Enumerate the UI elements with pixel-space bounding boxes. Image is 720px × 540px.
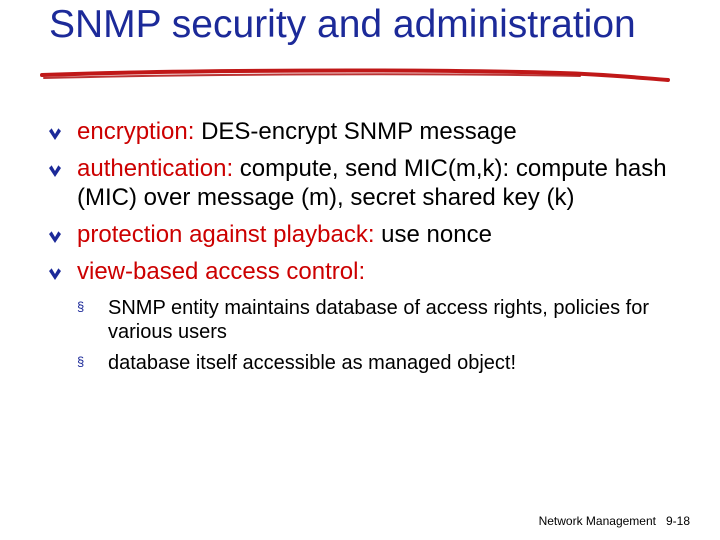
subbullet-managed-object (77, 351, 688, 375)
checkmark-diamond-icon (48, 127, 62, 141)
bullet-term: protection against playback: (77, 221, 375, 248)
bullet-access-control (48, 257, 688, 375)
subbullet-list (77, 296, 688, 375)
page-number: 9-18 (665, 514, 690, 528)
section-mark-icon: § (77, 299, 85, 314)
bullet-term: view-based access control: (77, 258, 366, 285)
subbullet-access-rights (77, 296, 688, 344)
bullet-authentication (48, 154, 688, 212)
section-mark-icon: § (77, 354, 85, 369)
bullet-text: use nonce (374, 221, 492, 248)
checkmark-diamond-icon (48, 164, 62, 178)
footer-label: Network Management (538, 514, 656, 528)
slide-footer (539, 514, 690, 528)
bullet-text: compute, send MIC(m,k): compute hash (MIC) over message (m), secret shared key (k) (77, 155, 667, 211)
bullet-playback-protection (48, 220, 688, 249)
checkmark-diamond-icon (48, 230, 62, 244)
bullet-term: authentication: (77, 155, 234, 182)
bullet-encryption (48, 117, 688, 146)
slide-title: SNMP security and administration (49, 3, 636, 46)
bullet-term: encryption: (77, 118, 195, 145)
checkmark-diamond-icon (48, 267, 62, 281)
bullet-list (48, 117, 688, 383)
subbullet-text: database itself accessible as managed object! (108, 352, 517, 374)
bullet-text: DES-encrypt SNMP message (194, 118, 517, 145)
subbullet-text: SNMP entity maintains database of access rights, policies for various users (108, 297, 649, 343)
